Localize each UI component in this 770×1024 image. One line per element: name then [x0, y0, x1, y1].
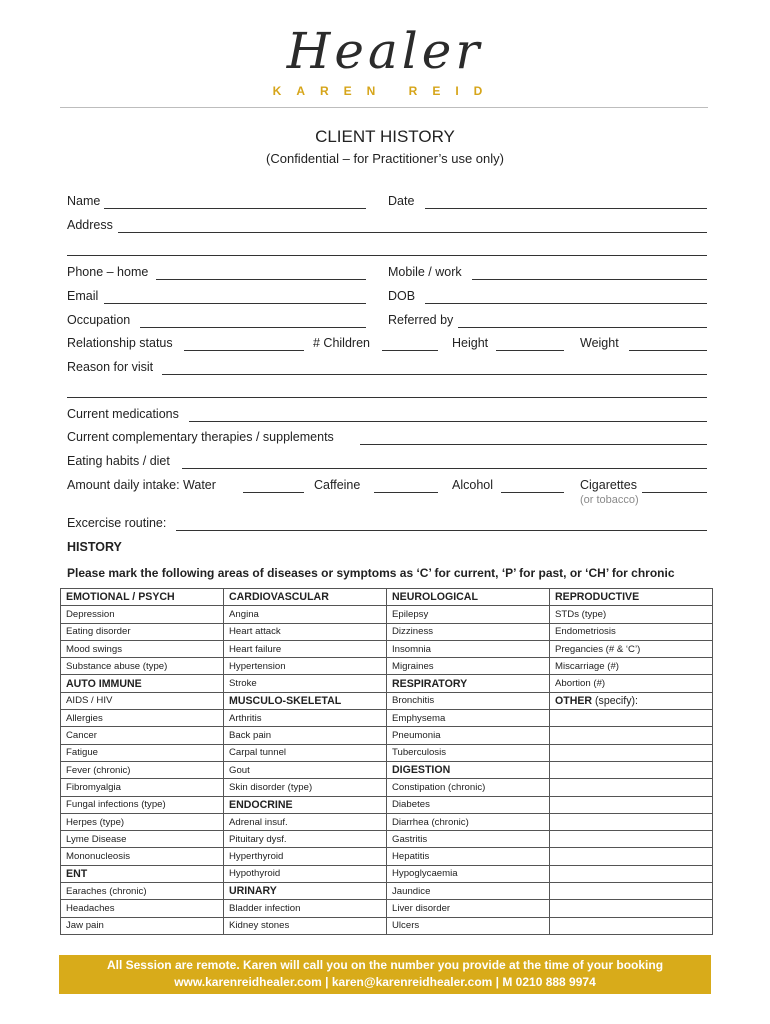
category-heading [61, 865, 224, 882]
condition-cell[interactable] [387, 848, 550, 865]
table-row [61, 813, 713, 830]
condition-cell[interactable] [550, 606, 713, 623]
email-label: Email [67, 289, 99, 303]
category-heading [224, 883, 387, 900]
cell-label: Stroke [229, 678, 257, 690]
cell-label: Skin disorder (type) [229, 781, 313, 793]
condition-cell[interactable] [224, 917, 387, 934]
table-row [61, 589, 713, 606]
cell-label: Constipation (chronic) [392, 781, 486, 793]
cell-label: Mood swings [66, 643, 122, 655]
table-row [61, 865, 713, 882]
cell-label: Hypertension [229, 660, 286, 672]
dob-field[interactable] [425, 291, 707, 304]
cell-label: Mononucleosis [66, 851, 130, 863]
condition-cell[interactable] [224, 623, 387, 640]
cell-label: Bladder infection [229, 902, 301, 914]
table-row [61, 796, 713, 813]
cell-label: Back pain [229, 730, 272, 742]
eating-habits-field[interactable] [182, 456, 707, 469]
exercise-routine-field[interactable] [176, 518, 707, 531]
table-row [61, 917, 713, 934]
cell-label: OTHER [555, 694, 593, 707]
mobile-work-field[interactable] [472, 267, 707, 280]
category-heading [387, 589, 550, 606]
condition-cell[interactable] [387, 831, 550, 848]
table-row [61, 848, 713, 865]
condition-cell[interactable] [224, 675, 387, 692]
cell-label: EMOTIONAL / PSYCH [66, 591, 175, 604]
table-row [61, 761, 713, 778]
cell-label: Jaundice [392, 885, 431, 897]
cell-label: MUSCULO-SKELETAL [229, 694, 342, 707]
condition-cell[interactable] [550, 848, 713, 865]
footer-banner [59, 955, 711, 994]
cell-label: Abortion (#) [555, 678, 606, 690]
cell-label: Fever (chronic) [66, 764, 131, 776]
footer-contact: www.karenreidhealer.com | karen@karenreidhealer.com | M 0210 888 9974 [174, 975, 596, 989]
cell-label: Arthritis [229, 712, 262, 724]
condition-cell[interactable] [224, 831, 387, 848]
cell-label: Depression [66, 608, 115, 620]
condition-cell[interactable] [387, 623, 550, 640]
condition-cell[interactable] [387, 900, 550, 917]
condition-cell[interactable] [387, 917, 550, 934]
mobile-work-label: Mobile / work [388, 265, 462, 279]
condition-cell[interactable] [61, 761, 224, 778]
category-heading [61, 589, 224, 606]
complementary-therapies-label: Current complementary therapies / supplements [67, 430, 334, 444]
logo-script: Healer [286, 22, 484, 80]
name-label: Name [67, 194, 101, 208]
condition-cell[interactable] [61, 831, 224, 848]
caffeine-field[interactable] [374, 480, 438, 493]
table-row [61, 831, 713, 848]
dob-label: DOB [388, 289, 416, 303]
cell-label: REPRODUCTIVE [555, 591, 640, 604]
water-intake-label: Amount daily intake: Water [67, 478, 216, 492]
cell-label: Bronchitis [392, 695, 435, 707]
condition-cell[interactable] [550, 675, 713, 692]
date-field[interactable] [425, 196, 707, 209]
condition-cell[interactable] [550, 710, 713, 727]
condition-cell[interactable] [61, 883, 224, 900]
condition-cell[interactable] [550, 658, 713, 675]
cell-label: Emphysema [392, 712, 446, 724]
condition-cell[interactable] [61, 623, 224, 640]
cell-label: Insomnia [392, 643, 431, 655]
cell-label: STDs (type) [555, 608, 607, 620]
cell-label: Pituitary dysf. [229, 833, 287, 845]
address-field-line-2[interactable] [67, 243, 707, 256]
referred-by-field[interactable] [458, 315, 707, 328]
name-field[interactable] [104, 196, 366, 209]
relationship-status-label: Relationship status [67, 336, 173, 350]
occupation-label: Occupation [67, 313, 131, 327]
height-field[interactable] [496, 338, 564, 351]
condition-cell[interactable] [387, 865, 550, 882]
condition-cell[interactable] [387, 692, 550, 709]
cell-label: Lyme Disease [66, 833, 127, 845]
condition-cell[interactable] [550, 917, 713, 934]
condition-cell[interactable] [387, 813, 550, 830]
cell-label: Gastritis [392, 833, 428, 845]
cell-label: Earaches (chronic) [66, 885, 147, 897]
cigarettes-label: Cigarettes [580, 478, 637, 492]
reason-for-visit-label: Reason for visit [67, 360, 154, 374]
table-row [61, 779, 713, 796]
water-intake-field[interactable] [243, 480, 304, 493]
weight-field[interactable] [629, 338, 707, 351]
condition-cell[interactable] [387, 779, 550, 796]
condition-cell[interactable] [224, 779, 387, 796]
table-row [61, 675, 713, 692]
category-heading [224, 589, 387, 606]
table-row [61, 727, 713, 744]
address-label: Address [67, 218, 113, 232]
cell-label: Liver disorder [392, 902, 451, 914]
cell-label-extra: (specify): [592, 694, 638, 707]
cell-label: Cancer [66, 730, 97, 742]
condition-cell[interactable] [224, 900, 387, 917]
cell-label: Endometriosis [555, 626, 616, 638]
condition-cell[interactable] [550, 623, 713, 640]
cell-label: Epilepsy [392, 608, 429, 620]
cell-label: Angina [229, 608, 259, 620]
cell-label: Carpal tunnel [229, 747, 287, 759]
cell-label: Heart failure [229, 643, 282, 655]
condition-cell[interactable] [224, 606, 387, 623]
table-row [61, 710, 713, 727]
condition-cell[interactable] [550, 865, 713, 882]
condition-cell[interactable] [387, 606, 550, 623]
condition-cell[interactable] [61, 796, 224, 813]
cell-label: Gout [229, 764, 250, 776]
eating-habits-label: Eating habits / diet [67, 454, 170, 468]
category-heading [387, 761, 550, 778]
condition-cell[interactable] [387, 796, 550, 813]
condition-cell[interactable] [387, 883, 550, 900]
category-heading [224, 796, 387, 813]
cell-label: Diarrhea (chronic) [392, 816, 469, 828]
condition-cell[interactable] [61, 727, 224, 744]
condition-cell[interactable] [61, 917, 224, 934]
condition-cell[interactable] [550, 796, 713, 813]
table-row [61, 606, 713, 623]
condition-cell[interactable] [224, 848, 387, 865]
occupation-field[interactable] [140, 315, 366, 328]
exercise-routine-label: Excercise routine: [67, 516, 167, 530]
condition-cell[interactable] [224, 761, 387, 778]
header-divider [60, 107, 708, 108]
condition-cell[interactable] [387, 640, 550, 657]
category-heading [224, 692, 387, 709]
cell-label: Hyperthyroid [229, 851, 284, 863]
caffeine-label: Caffeine [314, 478, 361, 492]
cigarettes-note: (or tobacco) [580, 494, 639, 506]
condition-cell[interactable] [224, 744, 387, 761]
condition-cell[interactable] [224, 658, 387, 675]
cell-label: Allergies [66, 712, 103, 724]
cell-label: Heart attack [229, 626, 281, 638]
phone-home-label: Phone – home [67, 265, 149, 279]
cell-label: Eating disorder [66, 626, 131, 638]
condition-cell[interactable] [387, 744, 550, 761]
condition-cell[interactable] [61, 710, 224, 727]
table-row [61, 658, 713, 675]
cell-label: AUTO IMMUNE [66, 677, 142, 690]
condition-cell[interactable] [224, 813, 387, 830]
cell-label: Kidney stones [229, 920, 290, 932]
date-label: Date [388, 194, 415, 208]
history-table [60, 588, 713, 935]
cell-label: DIGESTION [392, 764, 451, 777]
cell-label: Herpes (type) [66, 816, 125, 828]
page-title: CLIENT HISTORY [315, 127, 455, 146]
cell-label: Fungal infections (type) [66, 799, 166, 811]
condition-cell[interactable] [61, 779, 224, 796]
alcohol-label: Alcohol [452, 478, 493, 492]
condition-cell[interactable] [550, 727, 713, 744]
relationship-status-field[interactable] [184, 338, 304, 351]
children-label: # Children [313, 336, 370, 350]
cell-label: ENT [66, 867, 88, 880]
footer-notice: All Session are remote. Karen will call you on the number you provide at the time of your booking [106, 958, 664, 972]
history-heading: HISTORY [67, 540, 122, 554]
condition-cell[interactable] [61, 640, 224, 657]
condition-cell[interactable] [550, 761, 713, 778]
category-heading [387, 675, 550, 692]
cell-label: Hepatitis [392, 851, 430, 863]
condition-cell[interactable] [61, 692, 224, 709]
condition-cell[interactable] [61, 658, 224, 675]
cell-label: Migraines [392, 660, 434, 672]
condition-cell[interactable] [61, 900, 224, 917]
height-label: Height [452, 336, 489, 350]
condition-cell[interactable] [550, 883, 713, 900]
reason-for-visit-field[interactable] [162, 362, 707, 375]
email-field[interactable] [104, 291, 366, 304]
cell-label: Hypoglycaemia [392, 868, 458, 880]
phone-home-field[interactable] [156, 267, 366, 280]
cell-label: Substance abuse (type) [66, 660, 168, 672]
cell-label: Fibromyalgia [66, 781, 121, 793]
history-instruction: Please mark the following areas of diseases or symptoms as ‘C’ for current, ‘P’ for past, or ‘CH’ for chronic [67, 566, 675, 580]
cell-label: Hypothyroid [229, 868, 281, 880]
alcohol-field[interactable] [501, 480, 564, 493]
cell-label: CARDIOVASCULAR [229, 591, 329, 604]
cell-label: URINARY [229, 885, 277, 898]
current-medications-label: Current medications [67, 407, 179, 421]
condition-cell[interactable] [550, 831, 713, 848]
page-subtitle: (Confidential – for Practitioner’s use only) [266, 151, 504, 166]
cell-label: Jaw pain [66, 920, 104, 932]
cell-label: NEUROLOGICAL [392, 591, 478, 604]
condition-cell[interactable] [387, 727, 550, 744]
condition-cell[interactable] [224, 710, 387, 727]
condition-cell[interactable] [61, 813, 224, 830]
cell-label: Diabetes [392, 799, 430, 811]
condition-cell[interactable] [550, 813, 713, 830]
cell-label: Headaches [66, 902, 115, 914]
cell-label: Adrenal insuf. [229, 816, 288, 828]
condition-cell[interactable] [387, 710, 550, 727]
condition-cell[interactable] [550, 900, 713, 917]
reason-for-visit-line-2[interactable] [67, 385, 707, 398]
cell-label: Fatigue [66, 747, 98, 759]
address-field[interactable] [118, 220, 707, 233]
cell-label: Pregancies (# & ‘C’) [555, 643, 641, 655]
condition-cell[interactable] [61, 744, 224, 761]
condition-cell[interactable] [224, 640, 387, 657]
condition-cell[interactable] [550, 640, 713, 657]
condition-cell[interactable] [550, 779, 713, 796]
logo-name: KAREN REID [272, 84, 498, 98]
condition-cell[interactable] [550, 744, 713, 761]
complementary-therapies-field[interactable] [360, 432, 707, 445]
cell-label: RESPIRATORY [392, 677, 468, 690]
children-field[interactable] [382, 338, 438, 351]
weight-label: Weight [580, 336, 619, 350]
condition-cell[interactable] [61, 606, 224, 623]
table-row [61, 883, 713, 900]
cell-label: Ulcers [392, 920, 420, 932]
table-row [61, 744, 713, 761]
category-heading [550, 692, 713, 709]
cell-label: ENDOCRINE [229, 798, 293, 811]
condition-cell[interactable] [387, 658, 550, 675]
cigarettes-field[interactable] [642, 480, 707, 493]
cell-label: Tuberculosis [392, 747, 447, 759]
cell-label: Pneumonia [392, 730, 441, 742]
cell-label: Dizziness [392, 626, 434, 638]
cell-label: Miscarriage (#) [555, 660, 619, 672]
condition-cell[interactable] [224, 727, 387, 744]
table-row [61, 640, 713, 657]
condition-cell[interactable] [224, 865, 387, 882]
table-row [61, 692, 713, 709]
category-heading [61, 675, 224, 692]
table-row [61, 623, 713, 640]
category-heading [550, 589, 713, 606]
table-row [61, 900, 713, 917]
referred-by-label: Referred by [388, 313, 454, 327]
cell-label: AIDS / HIV [66, 695, 113, 707]
condition-cell[interactable] [61, 848, 224, 865]
current-medications-field[interactable] [189, 409, 707, 422]
